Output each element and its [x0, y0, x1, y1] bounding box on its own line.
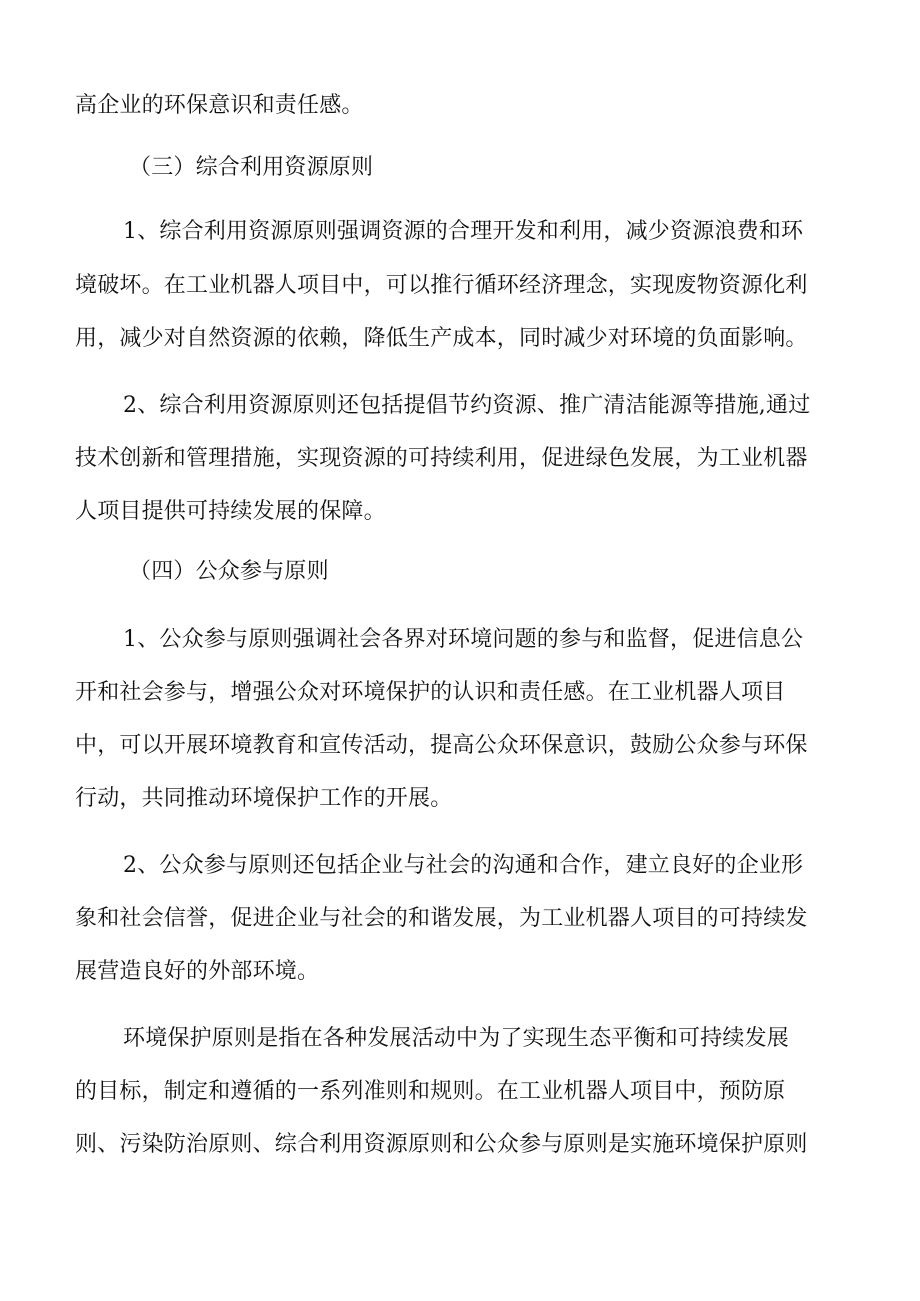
paragraph-line: 则、污染防治原则、综合利用资源原则和公众参与原则是实施环境保护原则	[75, 1132, 808, 1157]
paragraph-line: 象和社会信誉，促进企业与社会的和谐发展，为工业机器人项目的可持续发	[75, 906, 808, 931]
paragraph-line: 2、综合利用资源原则还包括提倡节约资源、推广清洁能源等措施,通过	[123, 393, 811, 418]
paragraph-line: 技术创新和管理措施，实现资源的可持续利用，促进绿色发展，为工业机器	[75, 446, 808, 471]
paragraph-line: 高企业的环保意识和责任感。	[75, 93, 364, 118]
section-heading-4: （四）公众参与原则	[129, 559, 329, 584]
paragraph-line: 人项目提供可持续发展的保障。	[75, 499, 386, 524]
section-heading-3: （三）综合利用资源原则	[129, 155, 374, 180]
paragraph-line: 展营造良好的外部环境。	[75, 959, 320, 984]
paragraph-line: 2、公众参与原则还包括企业与社会的沟通和合作，建立良好的企业形	[123, 853, 804, 878]
paragraph-line: 开和社会参与，增强公众对环境保护的认识和责任感。在工业机器人项目	[75, 680, 786, 705]
paragraph-line: 用，减少对自然资源的依赖，降低生产成本，同时减少对环境的负面影响。	[75, 326, 808, 351]
paragraph-line: 中，可以开展环境教育和宣传活动，提高公众环保意识，鼓励公众参与环保	[75, 733, 808, 758]
paragraph-line: 境破坏。在工业机器人项目中，可以推行循环经济理念，实现废物资源化利	[75, 273, 808, 298]
paragraph-line: 1、公众参与原则强调社会各界对环境问题的参与和监督，促进信息公	[123, 627, 804, 652]
paragraph-line: 行动，共同推动环境保护工作的开展。	[75, 786, 453, 811]
paragraph-line: 的目标，制定和遵循的一系列准则和规则。在工业机器人项目中，预防原	[75, 1079, 786, 1104]
paragraph-line: 环境保护原则是指在各种发展活动中为了实现生态平衡和可持续发展	[123, 1026, 790, 1051]
paragraph-line: 1、综合利用资源原则强调资源的合理开发和利用，减少资源浪费和环	[123, 219, 804, 244]
